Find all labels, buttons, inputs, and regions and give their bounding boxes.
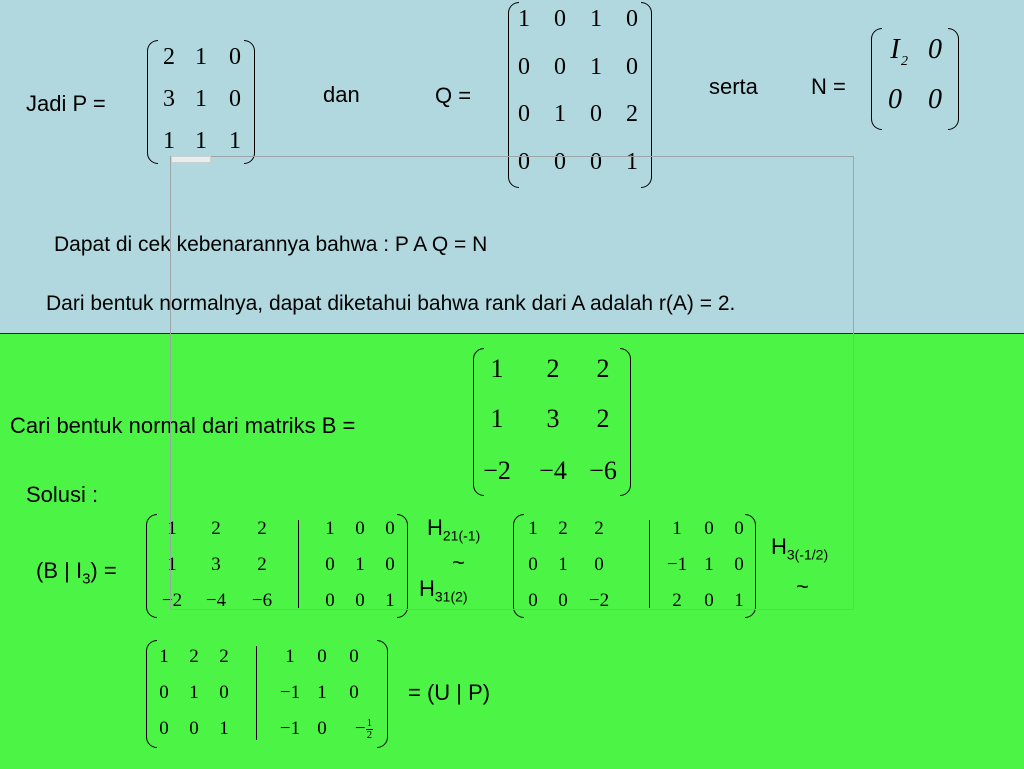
matrix-cell: 0 (554, 54, 566, 80)
matrix-cell: 0 (229, 86, 241, 112)
matrix-cell: 0 (349, 682, 359, 703)
matrix-cell: 1 (734, 590, 744, 611)
matrix-cell: 1 (229, 128, 241, 154)
matrix-cell: 0 (626, 54, 638, 80)
matrix-cell: 0 (554, 149, 566, 175)
jadi-p-label: Jadi P = (26, 91, 106, 116)
dan-label: dan (323, 82, 360, 107)
matrix-b (473, 348, 631, 496)
tilde-1: ~ (452, 550, 465, 575)
matrix-q (508, 2, 652, 188)
matrix-cell: 0 (355, 590, 365, 611)
matrix-cell: 2 (594, 518, 604, 539)
matrix-cell: 0 (528, 554, 538, 575)
op-h3-main: H (771, 534, 787, 559)
matrix-cell: 0 (558, 590, 568, 611)
matrix-cell: −4 (539, 456, 567, 485)
bi-sub: 3 (82, 570, 91, 588)
matrix-cell: 0 (734, 518, 744, 539)
matrix-cell: −2 (483, 456, 511, 485)
matrix-cell: 1 (167, 554, 177, 575)
bi-prefix: (B | I (36, 558, 83, 583)
image-placeholder-icon (171, 156, 211, 163)
matrix-cell: 0 (554, 6, 566, 32)
matrix-cell: 0 (518, 101, 530, 127)
matrix-cell: 1 (528, 518, 538, 539)
matrix-cell: 0 (317, 718, 327, 739)
matrix-cell: 0 (928, 84, 942, 115)
matrix-cell: 0 (704, 590, 714, 611)
rank-text: Dari bentuk normalnya, dapat diketahui bahwa rank dari A adalah r(A) = 2. (46, 292, 736, 315)
matrix-cell: 0 (518, 149, 530, 175)
matrix-cell: 0 (518, 54, 530, 80)
matrix-cell: 0 (349, 646, 359, 667)
matrix-cell: 1 (385, 590, 395, 611)
matrix-cell: 2 (546, 354, 560, 383)
frac-numerator: 1 (366, 717, 373, 730)
matrix-cell: 0 (888, 84, 902, 115)
solusi-label: Solusi : (26, 482, 99, 507)
matrix-cell: 1 (558, 554, 568, 575)
n-label: N = (811, 74, 846, 99)
matrix-cell: 1 (317, 682, 327, 703)
matrix-cell: 2 (189, 646, 199, 667)
matrix-cell: −1 (279, 682, 301, 703)
matrix-cell: 0 (590, 101, 602, 127)
matrix-cell: 1 (672, 518, 682, 539)
op-h31-sub: 31(2) (434, 588, 468, 605)
matrix-cell: −6 (589, 456, 617, 485)
matrix-cell: 0 (704, 518, 714, 539)
find-normal-text: Cari bentuk normal dari matriks B = (10, 413, 356, 438)
matrix-cell: 1 (195, 86, 207, 112)
matrix-cell: 2 (257, 518, 267, 539)
frac-denominator: 2 (366, 729, 373, 742)
matrix-cell: 0 (317, 646, 327, 667)
matrix-cell: 1 (490, 404, 504, 433)
matrix-cell: 0 (590, 149, 602, 175)
matrix-cell: 1 (195, 128, 207, 154)
matrix-cell: 0 (594, 554, 604, 575)
op-h31 (419, 576, 468, 604)
op-h3 (771, 534, 828, 562)
matrix-cell: 0 (189, 718, 199, 739)
matrix-cell: −2 (161, 590, 183, 611)
matrix-cell: 0 (385, 518, 395, 539)
matrix-step-2 (513, 514, 756, 618)
matrix-cell: 1 (490, 354, 504, 383)
augment-divider (649, 520, 650, 608)
matrix-p (147, 40, 255, 164)
matrix-cell-fraction (346, 718, 382, 741)
matrix-cell: 1 (518, 6, 530, 32)
matrix-cell: 2 (672, 590, 682, 611)
matrix-cell: 2 (219, 646, 229, 667)
matrix-cell: 0 (385, 554, 395, 575)
matrix-b-augmented (146, 514, 408, 618)
matrix-cell: 2 (211, 518, 221, 539)
matrix-cell: I (890, 34, 900, 65)
matrix-cell: 1 (626, 149, 638, 175)
matrix-cell: 2 (626, 101, 638, 127)
matrix-cell: 1 (325, 518, 335, 539)
matrix-cell: 3 (546, 404, 560, 433)
bi-suffix: ) = (90, 558, 117, 583)
fraction (366, 718, 374, 741)
matrix-cell: −1 (666, 554, 688, 575)
matrix-n (871, 28, 959, 130)
op-h21-main: H (427, 515, 443, 540)
matrix-cell: 3 (163, 86, 175, 112)
matrix-cell: 0 (734, 554, 744, 575)
matrix-cell: −1 (279, 718, 301, 739)
augment-divider (256, 646, 257, 740)
matrix-cell: 1 (195, 44, 207, 70)
matrix-cell: −2 (588, 590, 610, 611)
matrix-cell: 0 (219, 682, 229, 703)
n-identity-subscript: 2 (901, 54, 908, 69)
q-label: Q = (435, 83, 472, 108)
serta-label: serta (709, 74, 758, 99)
matrix-cell: 1 (704, 554, 714, 575)
matrix-cell: 1 (167, 518, 177, 539)
matrix-cell: 1 (189, 682, 199, 703)
matrix-cell: 1 (590, 54, 602, 80)
matrix-cell: 2 (558, 518, 568, 539)
matrix-cell: 3 (211, 554, 221, 575)
matrix-cell: 0 (928, 34, 942, 65)
op-h21-sub: 21(-1) (442, 527, 481, 544)
matrix-step-3 (146, 640, 388, 748)
matrix-cell: 2 (596, 404, 610, 433)
bi-label (36, 558, 117, 587)
op-h3-sub: 3(-1/2) (786, 546, 829, 563)
matrix-cell: 1 (285, 646, 295, 667)
matrix-cell: 1 (590, 6, 602, 32)
matrix-cell: 2 (163, 44, 175, 70)
matrix-cell: 0 (159, 682, 169, 703)
matrix-cell: 0 (528, 590, 538, 611)
matrix-cell: 0 (325, 554, 335, 575)
matrix-cell: −4 (205, 590, 227, 611)
matrix-cell: 1 (163, 128, 175, 154)
matrix-cell: 0 (626, 6, 638, 32)
matrix-cell: 0 (229, 44, 241, 70)
tilde-2: ~ (796, 574, 809, 599)
augment-divider (298, 520, 299, 608)
check-text: Dapat di cek kebenarannya bahwa : P A Q = N (54, 233, 488, 256)
op-h21 (427, 515, 480, 543)
matrix-cell: 1 (219, 718, 229, 739)
matrix-cell: 1 (355, 554, 365, 575)
result-label: = (U | P) (408, 680, 491, 705)
frac-sign: − (354, 718, 366, 739)
matrix-cell: 0 (325, 590, 335, 611)
matrix-cell: 2 (596, 354, 610, 383)
matrix-cell: 1 (554, 101, 566, 127)
matrix-cell: 0 (159, 718, 169, 739)
matrix-cell: 2 (257, 554, 267, 575)
matrix-cell: −6 (251, 590, 273, 611)
matrix-cell: 0 (355, 518, 365, 539)
op-h31-main: H (419, 576, 435, 601)
matrix-cell: 1 (159, 646, 169, 667)
